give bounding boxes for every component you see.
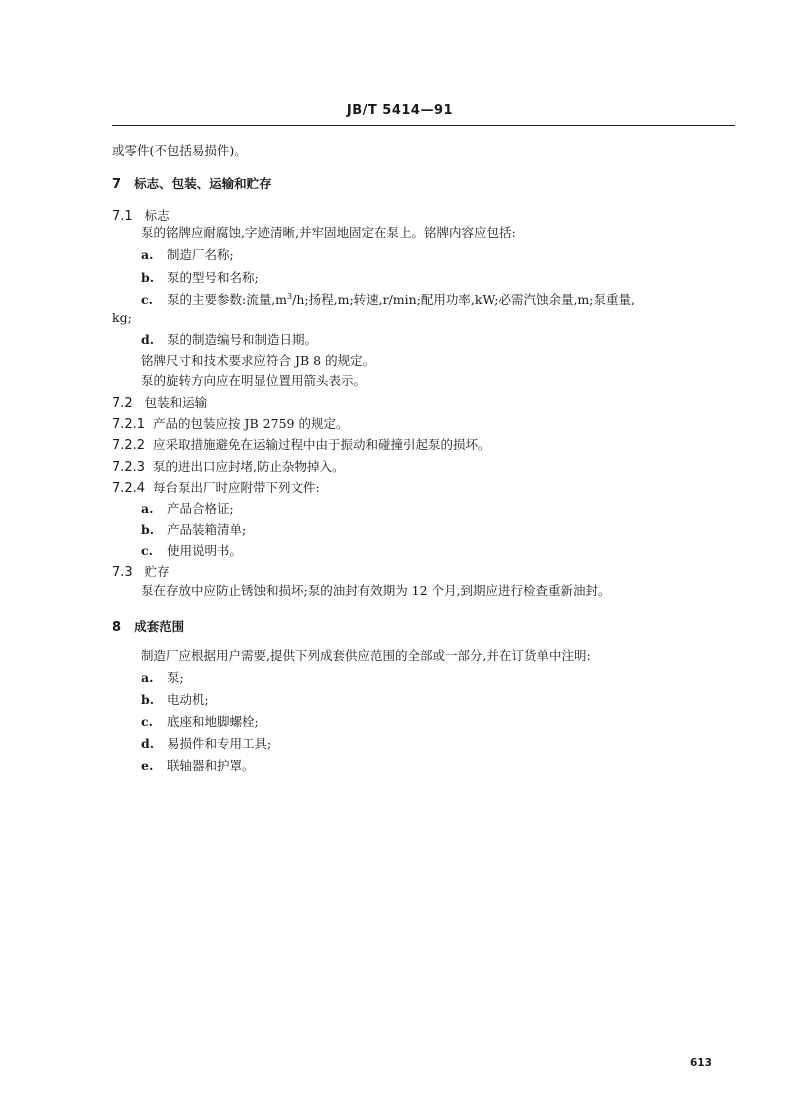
list-item-text: 联轴器和护罩。	[167, 758, 255, 773]
clause-text: 产品的包装应按 JB 2759 的规定。	[153, 416, 349, 431]
nameplate-note: 铭牌尺寸和技术要求应符合 JB 8 的规定。	[141, 353, 376, 368]
list-item-text: 电动机;	[167, 692, 209, 707]
clause-text: 每台泵出厂时应附带下列文件:	[153, 480, 320, 495]
list-item-label: c.	[141, 714, 153, 729]
list-item	[141, 758, 255, 774]
clause-7-2-title: 包装和运输	[144, 395, 208, 410]
list-item-label: c.	[141, 543, 153, 558]
list-item-text: 制造厂名称;	[167, 247, 234, 262]
list-item	[141, 292, 635, 308]
list-item-label: a.	[141, 501, 154, 516]
list-item	[141, 247, 234, 263]
clause-7-3-number: 7.3	[112, 565, 133, 580]
list-item-text: 泵的主要参数:流量,m	[167, 292, 288, 307]
list-item	[141, 332, 317, 348]
standard-code-header: JB/T 5414—91	[346, 103, 454, 118]
continued-text: 或零件(不包括易损件)。	[112, 143, 247, 158]
clause-7-2-2	[112, 437, 491, 454]
clause-text: 应采取措施避免在运输过程中由于振动和碰撞引起泵的损坏。	[153, 437, 491, 452]
clause-7-1-title: 标志	[144, 208, 170, 223]
clause-number: 7.2.3	[112, 460, 146, 475]
list-item-label: a.	[141, 247, 154, 262]
section-7-title: 标志、包装、运输和贮存	[134, 176, 272, 191]
clause-text: 泵的进出口应封堵,防止杂物掉入。	[153, 459, 345, 474]
section-8-heading	[112, 619, 184, 636]
list-item	[141, 670, 184, 686]
list-item-label: c.	[141, 292, 153, 307]
list-item-text: 泵;	[167, 670, 184, 685]
list-item-text: 产品装箱清单;	[167, 522, 247, 537]
rotation-note: 泵的旋转方向应在明显位置用箭头表示。	[141, 373, 367, 388]
list-item-text: 产品合格证;	[167, 501, 234, 516]
superscript-exponent: 3	[287, 292, 293, 301]
list-item	[141, 543, 242, 559]
section-7-number: 7	[112, 177, 122, 192]
list-item-label: d.	[141, 332, 155, 347]
section-8-number: 8	[112, 620, 122, 635]
list-item-text: 泵的制造编号和制造日期。	[167, 332, 318, 347]
list-item-label: e.	[141, 758, 154, 773]
section-7-heading	[112, 176, 272, 193]
clause-7-2-1	[112, 416, 348, 433]
list-item-text: 泵的型号和名称;	[167, 270, 259, 285]
list-item-label: b.	[141, 692, 155, 707]
clause-7-3-heading	[112, 564, 170, 581]
section-8-intro: 制造厂应根据用户需要,提供下列成套供应范围的全部或一部分,并在订货单中注明:	[141, 648, 591, 663]
clause-7-2-3	[112, 459, 345, 476]
clause-7-2-heading	[112, 395, 207, 412]
list-item-text: 底座和地脚螺栓;	[167, 714, 259, 729]
clause-7-2-number: 7.2	[112, 396, 133, 411]
list-item-label: b.	[141, 270, 155, 285]
storage-text: 泵在存放中应防止锈蚀和损坏;泵的油封有效期为 12 个月,到期应进行检查重新油封。	[141, 583, 611, 598]
clause-7-1-heading	[112, 208, 170, 225]
section-8-title: 成套范围	[134, 619, 185, 634]
clause-number: 7.2.4	[112, 481, 146, 496]
clause-number: 7.2.1	[112, 417, 146, 432]
clause-7-3-title: 贮存	[144, 564, 170, 579]
list-item	[141, 736, 271, 752]
list-item-wrap-continuation: kg;	[112, 310, 132, 325]
clause-7-2-4	[112, 480, 320, 497]
header-rule	[112, 125, 735, 126]
list-item	[141, 522, 246, 538]
list-item-label: d.	[141, 736, 155, 751]
list-item-label: b.	[141, 522, 155, 537]
list-item	[141, 714, 259, 730]
clause-7-1-number: 7.1	[112, 209, 133, 224]
list-item-text-continued: /h;扬程,m;转速,r/min;配用功率,kW;必需汽蚀余量,m;泵重量,	[292, 292, 635, 307]
list-item-label: a.	[141, 670, 154, 685]
list-item-text: 易损件和专用工具;	[167, 736, 272, 751]
clause-7-1-intro: 泵的铭牌应耐腐蚀,字迹清晰,并牢固地固定在泵上。铭牌内容应包括:	[141, 225, 516, 240]
list-item	[141, 501, 234, 517]
clause-number: 7.2.2	[112, 438, 146, 453]
page-number: 613	[690, 1057, 712, 1069]
list-item	[141, 692, 209, 708]
list-item	[141, 270, 259, 286]
list-item-text: 使用说明书。	[167, 543, 243, 558]
